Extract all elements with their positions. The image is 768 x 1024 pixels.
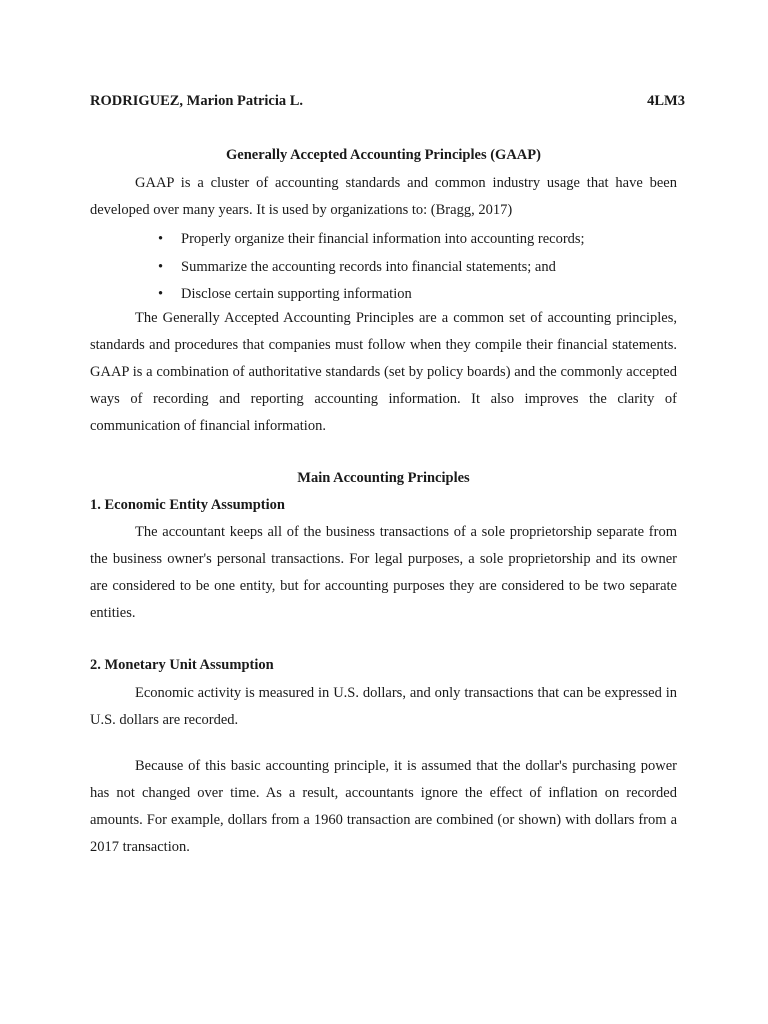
- section-code: 4LM3: [647, 93, 685, 109]
- economic-entity-paragraph: The accountant keeps all of the business transactions of a sole proprietorship separate from the business owner's personal transactions. For legal purposes, a sole proprietorship and its owner are considered to be one entity, but for accounting purposes they are considered to be two separate entities.: [90, 524, 677, 621]
- bullet-icon: •: [158, 258, 164, 275]
- principle-heading-economic-entity: 1. Economic Entity Assumption: [90, 497, 285, 513]
- principle-heading-monetary-unit: 2. Monetary Unit Assumption: [90, 657, 274, 673]
- list-item-text: Disclose certain supporting information: [181, 286, 412, 302]
- intro-paragraph: GAAP is a cluster of accounting standards and common industry usage that have been developed over many years. It is used by organizations to: (Bragg, 2017): [90, 175, 677, 218]
- author-name: RODRIGUEZ, Marion Patricia L.: [90, 93, 304, 109]
- list-item: [90, 226, 677, 254]
- list-item: [90, 254, 677, 282]
- gaap-description-paragraph: The Generally Accepted Accounting Principles are a common set of accounting principles, standards and procedures that companies must follow when they compile their financial statements. GAAP is a combination of authoritative standards (set by policy boards) and the commonly accepted ways of recording and reporting accounting information. It also improves the clarity of communication of financial information.: [90, 310, 677, 434]
- document-title: Generally Accepted Accounting Principles (GAAP): [226, 147, 541, 163]
- bullet-icon: •: [158, 231, 164, 247]
- monetary-unit-paragraph-1: Economic activity is measured in U.S. dollars, and only transactions that can be expressed in U.S. dollars are recorded.: [90, 685, 677, 728]
- section-heading: Main Accounting Principles: [297, 470, 470, 486]
- bullet-icon: •: [158, 286, 164, 302]
- bullet-list: [90, 226, 677, 309]
- list-item-text: Properly organize their financial information into accounting records;: [181, 231, 585, 247]
- monetary-unit-paragraph-2: Because of this basic accounting principle, it is assumed that the dollar's purchasing power has not changed over time. As a result, accountants ignore the effect of inflation on recorded amounts. For example, dollars from a 1960 transaction are combined (or shown) with dollars from a 2017 transaction.: [90, 758, 677, 855]
- document-header: [90, 93, 685, 113]
- list-item-text: Summarize the accounting records into financial statements; and: [181, 258, 556, 275]
